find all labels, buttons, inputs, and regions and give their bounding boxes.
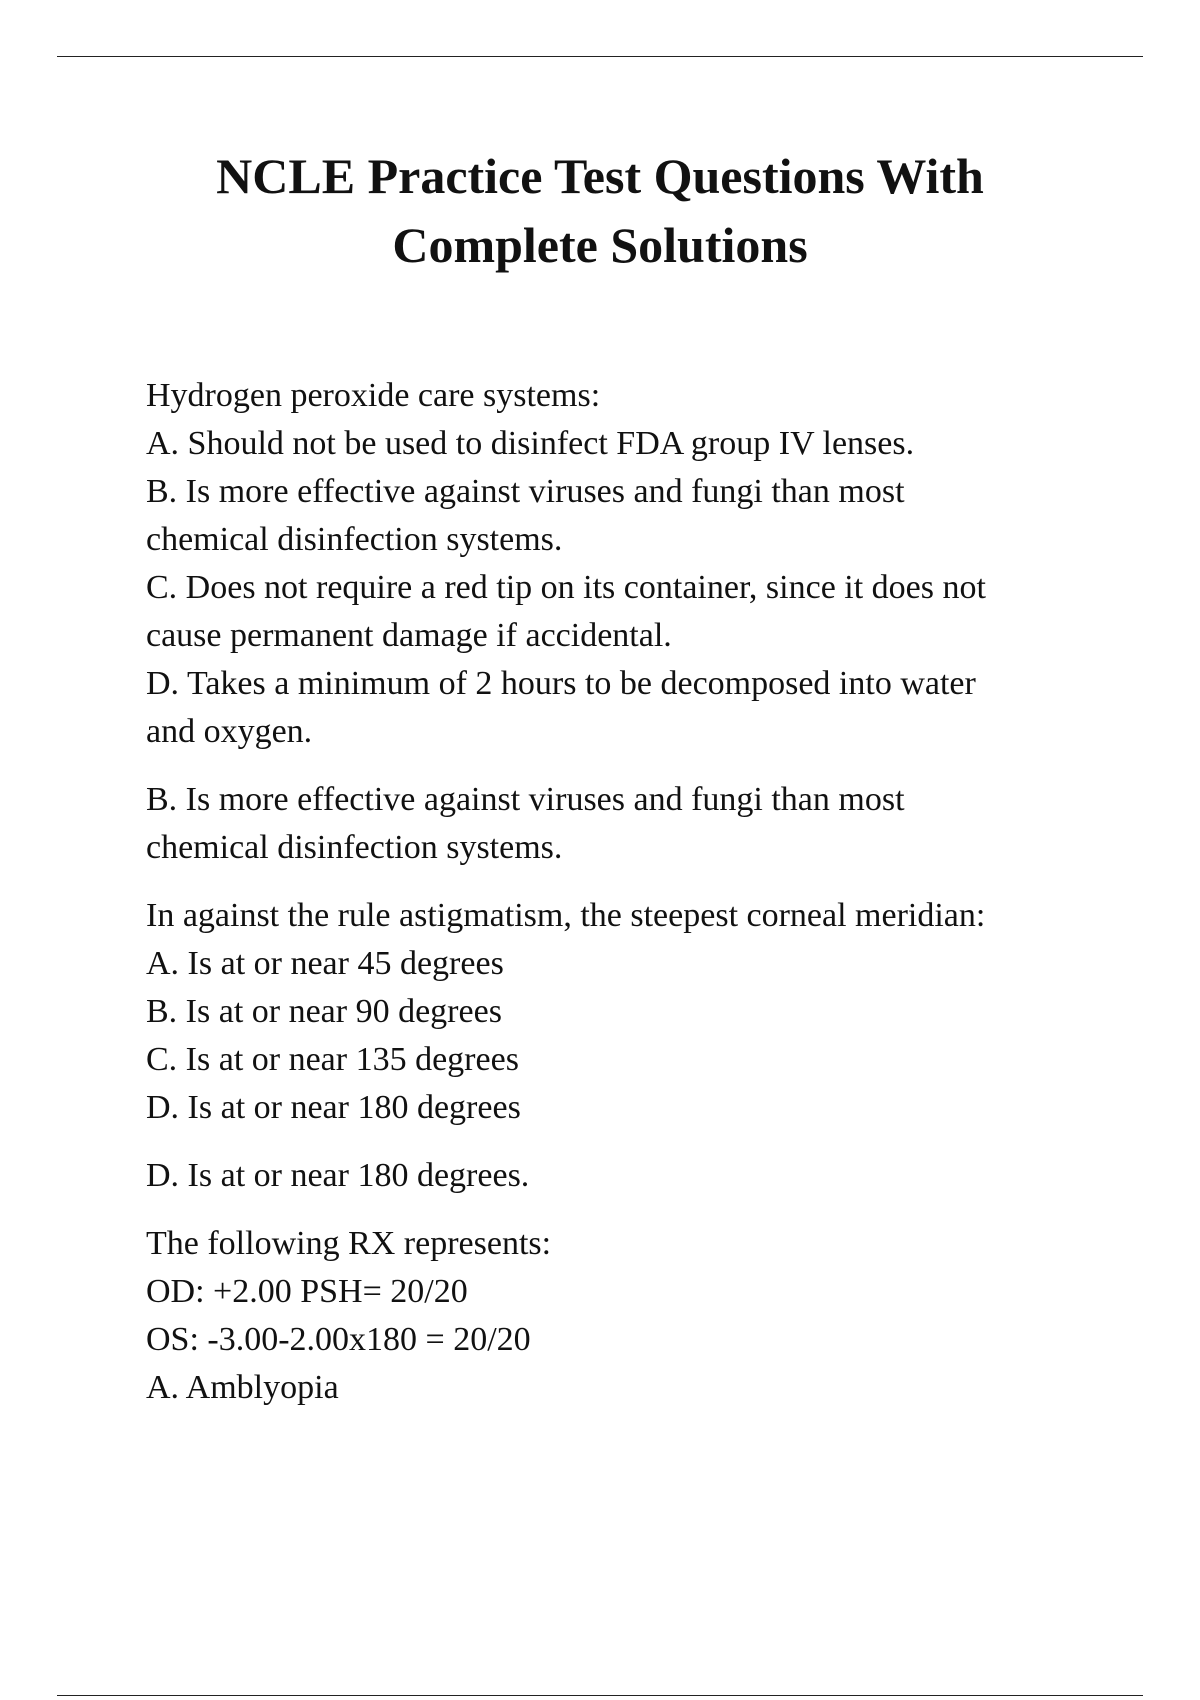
document-title xyxy=(0,142,1200,280)
question-1 xyxy=(146,372,1086,756)
title-line-2: Complete Solutions xyxy=(392,217,808,273)
question-1-stem: Hydrogen peroxide care systems: xyxy=(146,377,601,414)
answer-2-line-1: D. Is at or near 180 degrees. xyxy=(146,1157,530,1194)
question-2-option-c: C. Is at or near 135 degrees xyxy=(146,1041,519,1078)
answer-1-line-2: chemical disinfection systems. xyxy=(146,829,563,866)
answer-2 xyxy=(146,1152,1086,1200)
question-3-os: OS: -3.00-2.00x180 = 20/20 xyxy=(146,1321,531,1358)
question-2-option-d: D. Is at or near 180 degrees xyxy=(146,1089,521,1126)
question-2 xyxy=(146,892,1086,1132)
question-1-option-b-line-1: B. Is more effective against viruses and fungi than most xyxy=(146,473,905,510)
top-rule xyxy=(57,56,1143,57)
question-1-option-c-line-2: cause permanent damage if accidental. xyxy=(146,617,672,654)
question-3-stem: The following RX represents: xyxy=(146,1225,552,1262)
question-1-option-d-line-2: and oxygen. xyxy=(146,713,313,750)
question-2-option-a: A. Is at or near 45 degrees xyxy=(146,945,504,982)
question-3 xyxy=(146,1220,1086,1412)
title-line-1: NCLE Practice Test Questions With xyxy=(216,148,984,204)
question-2-stem: In against the rule astigmatism, the steepest corneal meridian: xyxy=(146,897,986,934)
document-body xyxy=(146,372,1086,1432)
question-1-option-d-line-1: D. Takes a minimum of 2 hours to be decomposed into water xyxy=(146,665,976,702)
question-1-option-c-line-1: C. Does not require a red tip on its container, since it does not xyxy=(146,569,986,606)
question-3-od: OD: +2.00 PSH= 20/20 xyxy=(146,1273,468,1310)
question-2-option-b: B. Is at or near 90 degrees xyxy=(146,993,502,1030)
question-3-option-a: A. Amblyopia xyxy=(146,1369,339,1406)
bottom-rule xyxy=(57,1695,1143,1696)
question-1-option-a: A. Should not be used to disinfect FDA group IV lenses. xyxy=(146,425,915,462)
answer-1 xyxy=(146,776,1086,872)
question-1-option-b-line-2: chemical disinfection systems. xyxy=(146,521,563,558)
answer-1-line-1: B. Is more effective against viruses and fungi than most xyxy=(146,781,905,818)
